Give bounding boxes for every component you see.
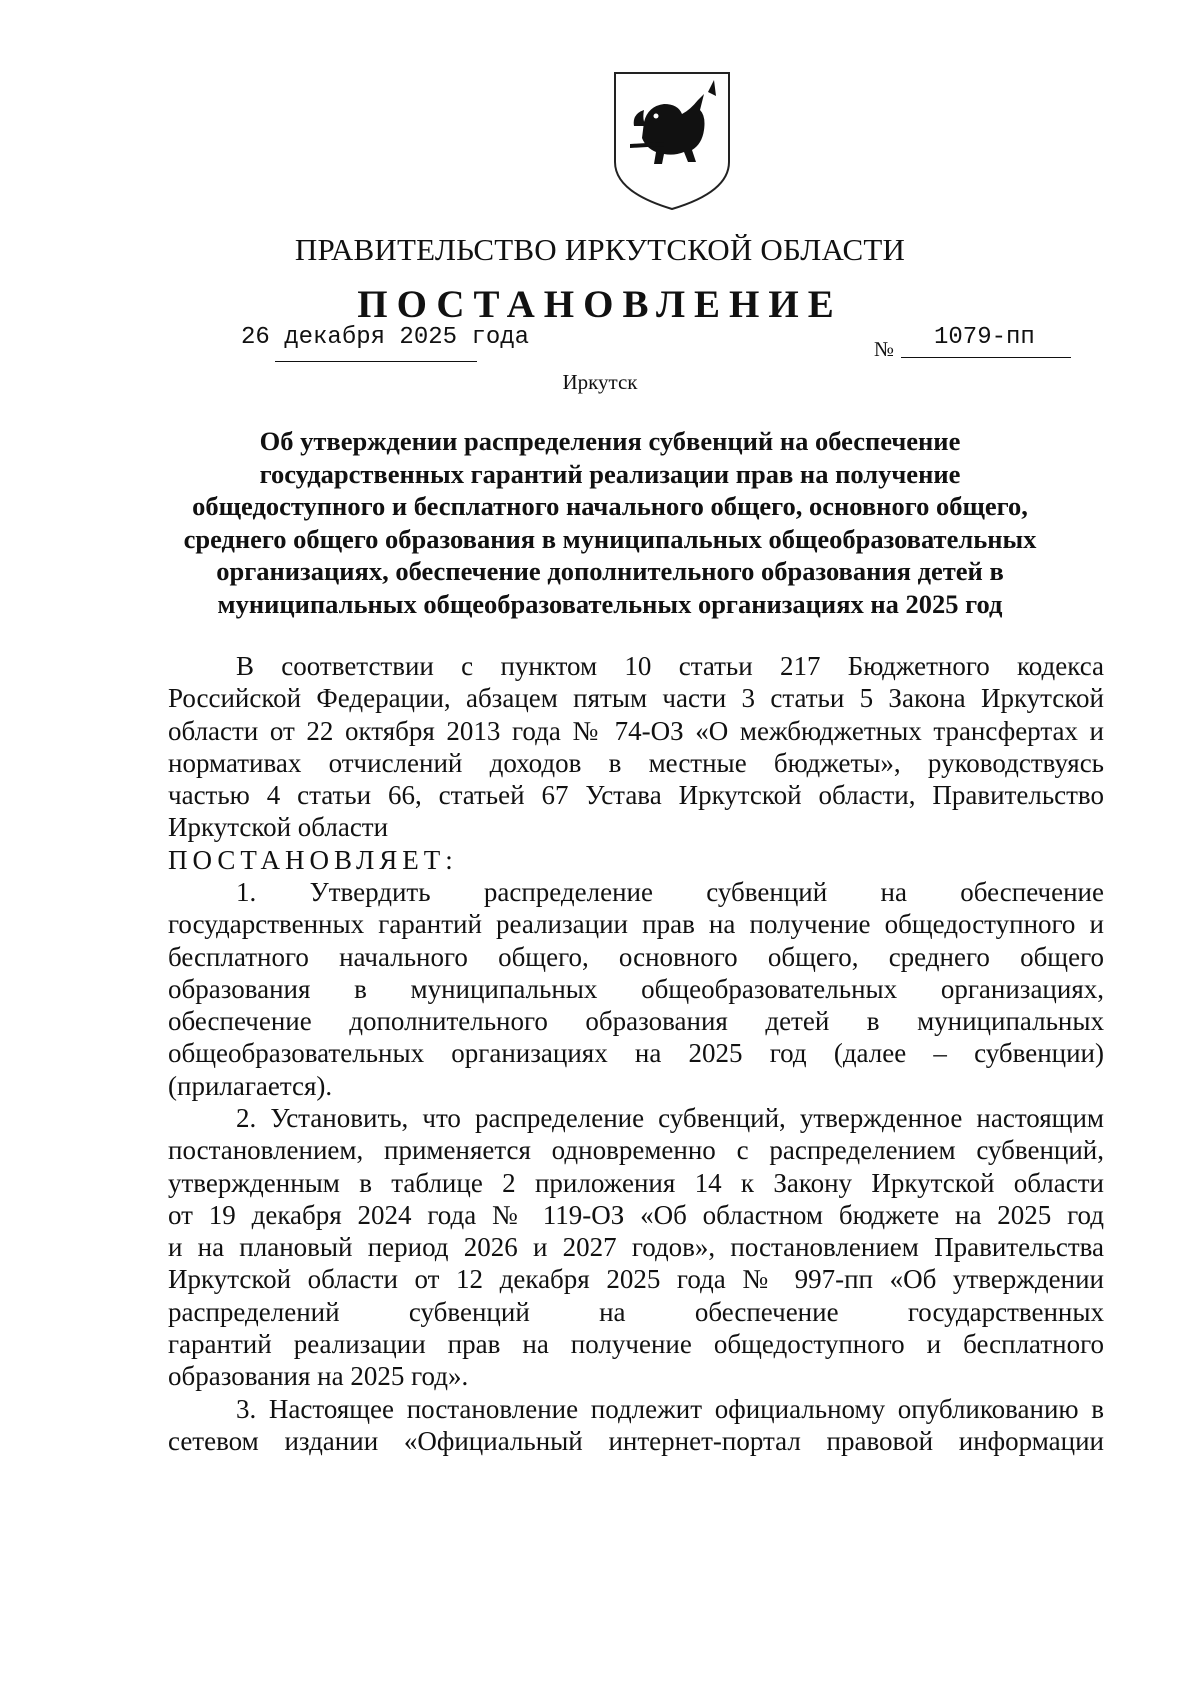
city-name: Иркутск xyxy=(562,370,638,394)
item-3-paragraph xyxy=(168,1393,1104,1458)
text-line: утвержденным в таблице 2 приложения 14 к Закону Иркутской области xyxy=(168,1167,1104,1198)
item-2-paragraph xyxy=(168,1102,1104,1393)
text-line: гарантий реализации прав на получение общедоступного и бесплатного xyxy=(168,1329,1104,1360)
preamble-paragraph xyxy=(168,650,1104,876)
document-number: 1079-пп xyxy=(934,324,1035,351)
title-line: государственных гарантий реализации прав на получение xyxy=(259,458,961,489)
text-line: бесплатного начального общего, основного общего, среднего общего xyxy=(168,941,1104,972)
text-line: и на плановый период 2026 и 2027 годов», постановлением Правительства xyxy=(168,1232,1104,1263)
text-line: от 19 декабря 2024 года № 119-ОЗ «Об областном бюджете на 2025 год xyxy=(168,1199,1104,1230)
number-underline xyxy=(901,357,1071,358)
text-line: (прилагается). xyxy=(168,1070,333,1101)
item-1-paragraph xyxy=(168,876,1104,1102)
text-line: 1. Утвердить распределение субвенций на обеспечение xyxy=(236,877,1104,907)
text-line: нормативах отчислений доходов в местные бюджеты», руководствуясь xyxy=(168,747,1104,778)
title-line: общедоступного и бесплатного начального общего, основного общего, xyxy=(192,491,1028,521)
text-line: общеобразовательных организациях на 2025 год (далее – субвенции) xyxy=(168,1038,1104,1069)
text-line: частью 4 статьи 66, статьей 67 Устава Иркутской области, Правительство xyxy=(168,780,1104,811)
text-line: Иркутской области от 12 декабря 2025 года № 997-пп «Об утверждении xyxy=(168,1264,1104,1295)
date-underline xyxy=(275,361,477,362)
text-line: государственных гарантий реализации прав на получение общедоступного и xyxy=(168,909,1104,940)
text-line: обеспечение дополнительного образования детей в муниципальных xyxy=(168,1006,1104,1037)
text-line: Российской Федерации, абзацем пятым части 3 статьи 5 Закона Иркутской xyxy=(168,683,1104,714)
text-line: В соответствии с пунктом 10 статьи 217 Бюджетного кодекса xyxy=(236,651,1104,681)
title-line: Об утверждении распределения субвенций на обеспечение xyxy=(259,426,961,456)
number-sign: № xyxy=(874,337,895,361)
decree-word: ПОСТАНОВЛЯЕТ: xyxy=(168,844,458,875)
text-line: сетевом издании «Официальный интернет-портал правовой информации xyxy=(168,1426,1104,1457)
text-line: Иркутской области xyxy=(168,812,389,843)
title-line: среднего общего образования в муниципальных общеобразовательных xyxy=(183,523,1037,554)
government-name: ПРАВИТЕЛЬСТВО ИРКУТСКОЙ ОБЛАСТИ xyxy=(294,232,906,267)
text-line: 2. Установить, что распределение субвенций, утвержденное настоящим xyxy=(236,1103,1104,1133)
title-line: организациях, обеспечение дополнительного образования детей в xyxy=(216,556,1004,586)
text-line: распределений субвенций на обеспечение государственных xyxy=(168,1296,1104,1327)
document-date: 26 декабря 2025 года xyxy=(241,324,530,351)
document-type: ПОСТАНОВЛЕНИЕ xyxy=(357,283,843,326)
text-line: 3. Настоящее постановление подлежит официальному опубликованию в xyxy=(236,1394,1104,1424)
text-line: образования в муниципальных общеобразовательных организациях, xyxy=(168,973,1104,1004)
text-line: образования на 2025 год». xyxy=(168,1361,469,1392)
text-line: области от 22 октября 2013 года № 74-ОЗ «О межбюджетных трансфертах и xyxy=(168,715,1104,746)
coat-of-arms-icon xyxy=(612,70,732,212)
title-line: муниципальных общеобразовательных организациях на 2025 год xyxy=(217,588,1003,619)
document-title xyxy=(150,425,1070,620)
text-line: постановлением, применяется одновременно с распределением субвенций, xyxy=(168,1135,1104,1166)
